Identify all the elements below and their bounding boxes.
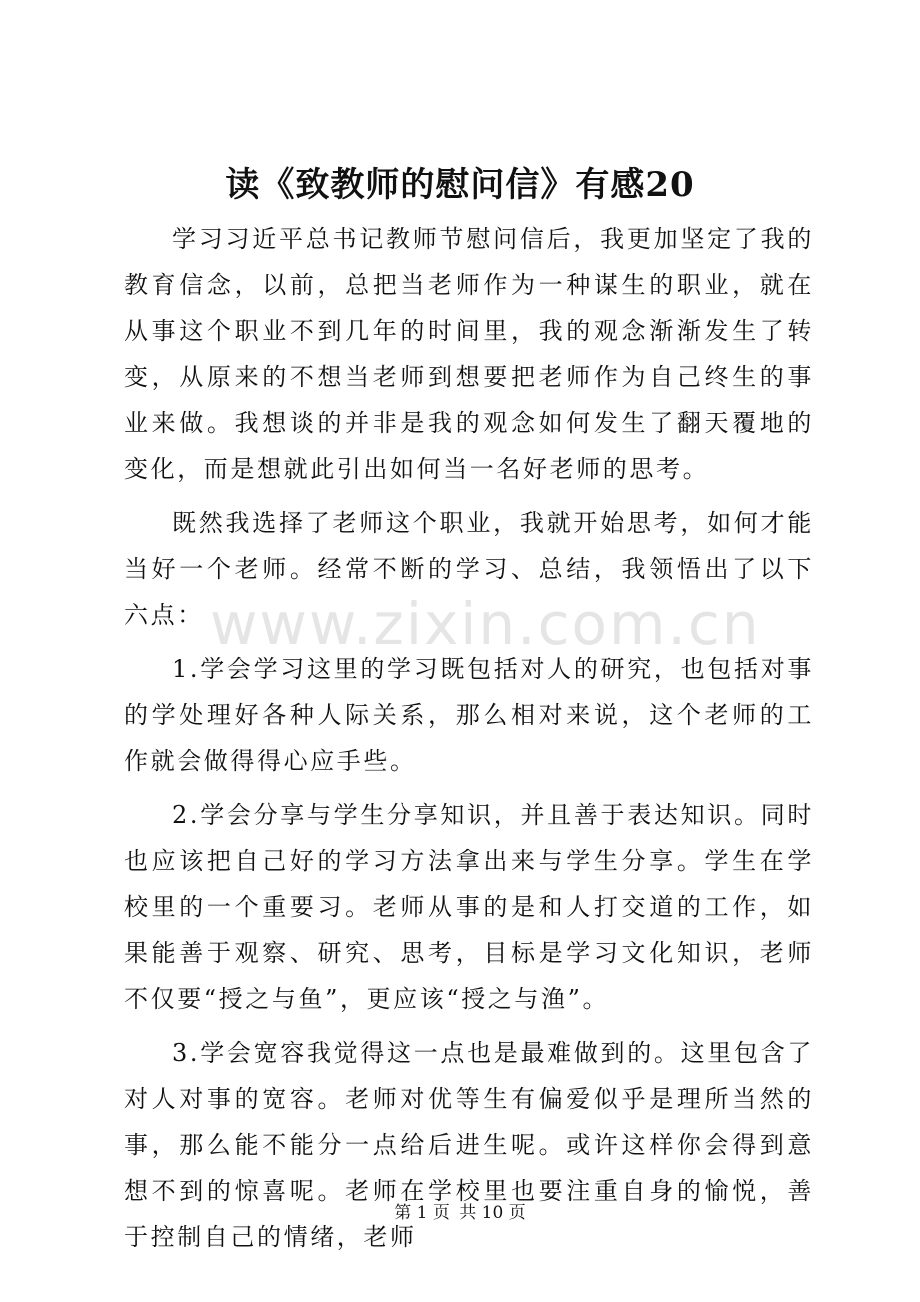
paragraph: 学习习近平总书记教师节慰问信后，我更加坚定了我的教育信念，以前，总把当老师作为一种谋生的职业，就在从事这个职业不到几年的时间里，我的观念渐渐发生了转变，从原来的不想当老师到想要把老师作为自己终生的事业来做。我想谈的并非是我的观念如何发生了翻天覆地的变化，而是想就此引出如何当一名好老师的思考。 — [124, 225, 814, 483]
document-body — [124, 216, 814, 1268]
page-total: 共 10 页 — [459, 1203, 526, 1223]
watermark: www.zixin.com.cn — [210, 590, 761, 658]
paragraph: 1.学会学习这里的学习既包括对人的研究，也包括对事的学处理好各种人际关系，那么相对来说，这个老师的工作就会做得得心应手些。 — [124, 655, 814, 775]
paragraph: 2.学会分享与学生分享知识，并且善于表达知识。同时也应该把自己好的学习方法拿出来与学生分享。学生在学校里的一个重要习。老师从事的是和人打交道的工作，如果能善于观察、研究、思考，目标是学习文化知识，老师不仅要“授之与鱼”，更应该“授之与渔”。 — [124, 801, 814, 1013]
page-footer — [0, 1198, 920, 1223]
page-number: 第 1 页 — [394, 1203, 450, 1223]
paragraph: 既然我选择了老师这个职业，我就开始思考，如何才能当好一个老师。经常不断的学习、总结，我领悟出了以下六点： — [124, 509, 814, 629]
paragraph: 3.学会宽容我觉得这一点也是最难做到的。这里包含了对人对事的宽容。老师对优等生有偏爱似乎是理所当然的事，那么能不能分一点给后进生呢。或许这样你会得到意想不到的惊喜呢。老师在学校里也要注重自身的愉悦，善于控制自己的情绪，老师 — [124, 1039, 814, 1251]
document-title: 读《致教师的慰问信》有感20 — [225, 165, 695, 205]
